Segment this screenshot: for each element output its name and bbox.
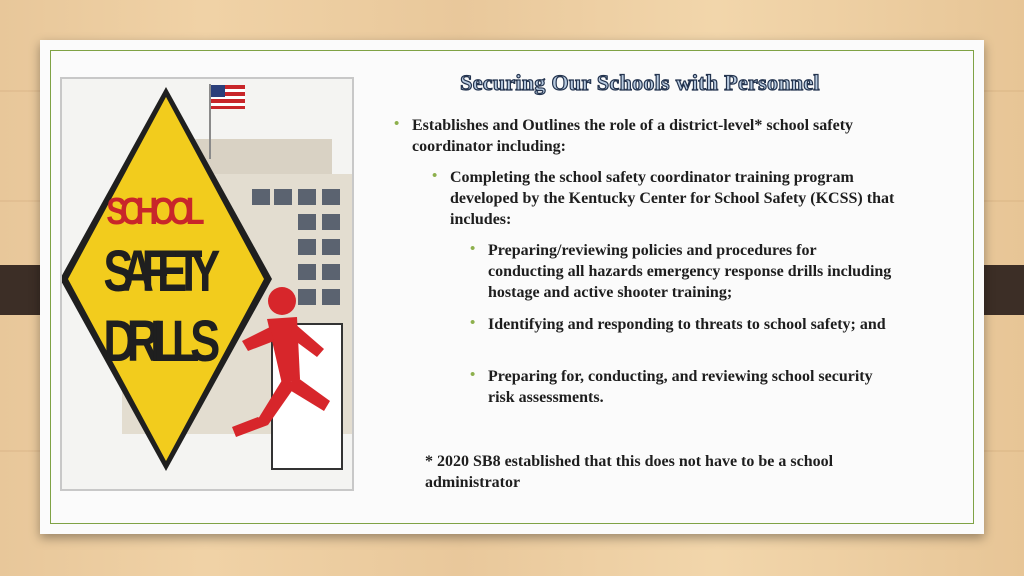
bullet-text: Completing the school safety coordinator training program developed by the Kentucky Center for School Safety (KCSS) that includes:: [450, 169, 895, 228]
bullet-text: Establishes and Outlines the role of a district-level* school safety coordinator including:: [412, 117, 854, 155]
bullet-dot: •: [394, 116, 400, 132]
bullet-level-1: [394, 115, 892, 157]
bullet-dot: •: [470, 367, 476, 383]
bullet-level-2: [432, 167, 905, 230]
bullet-text: Identifying and responding to threats to school safety; and: [488, 316, 886, 333]
footnote: * 2020 SB8 established that this does not have to be a school administrator: [425, 453, 834, 491]
bullet-level-3: [470, 240, 893, 303]
slide-card: [40, 40, 984, 534]
bullet-text: Preparing for, conducting, and reviewing school security risk assessments.: [488, 368, 873, 406]
bullet-level-3: [470, 314, 893, 335]
bullet-level-3: [470, 366, 893, 408]
slide-title: Securing Our Schools with Personnel: [460, 70, 820, 95]
bullet-text: Preparing/reviewing policies and procedures for conducting all hazards emergency response drills including hostage and active shooter training;: [488, 242, 892, 301]
sign-line-2: SAFETY: [103, 239, 221, 305]
bullet-dot: •: [470, 315, 476, 331]
bullet-dot: •: [432, 168, 438, 184]
bullet-dot: •: [470, 241, 476, 257]
school-safety-drills-image: [60, 77, 354, 491]
sign-line-1: SCHOOL: [106, 191, 205, 233]
sign-line-3: DRILLS: [103, 309, 221, 375]
